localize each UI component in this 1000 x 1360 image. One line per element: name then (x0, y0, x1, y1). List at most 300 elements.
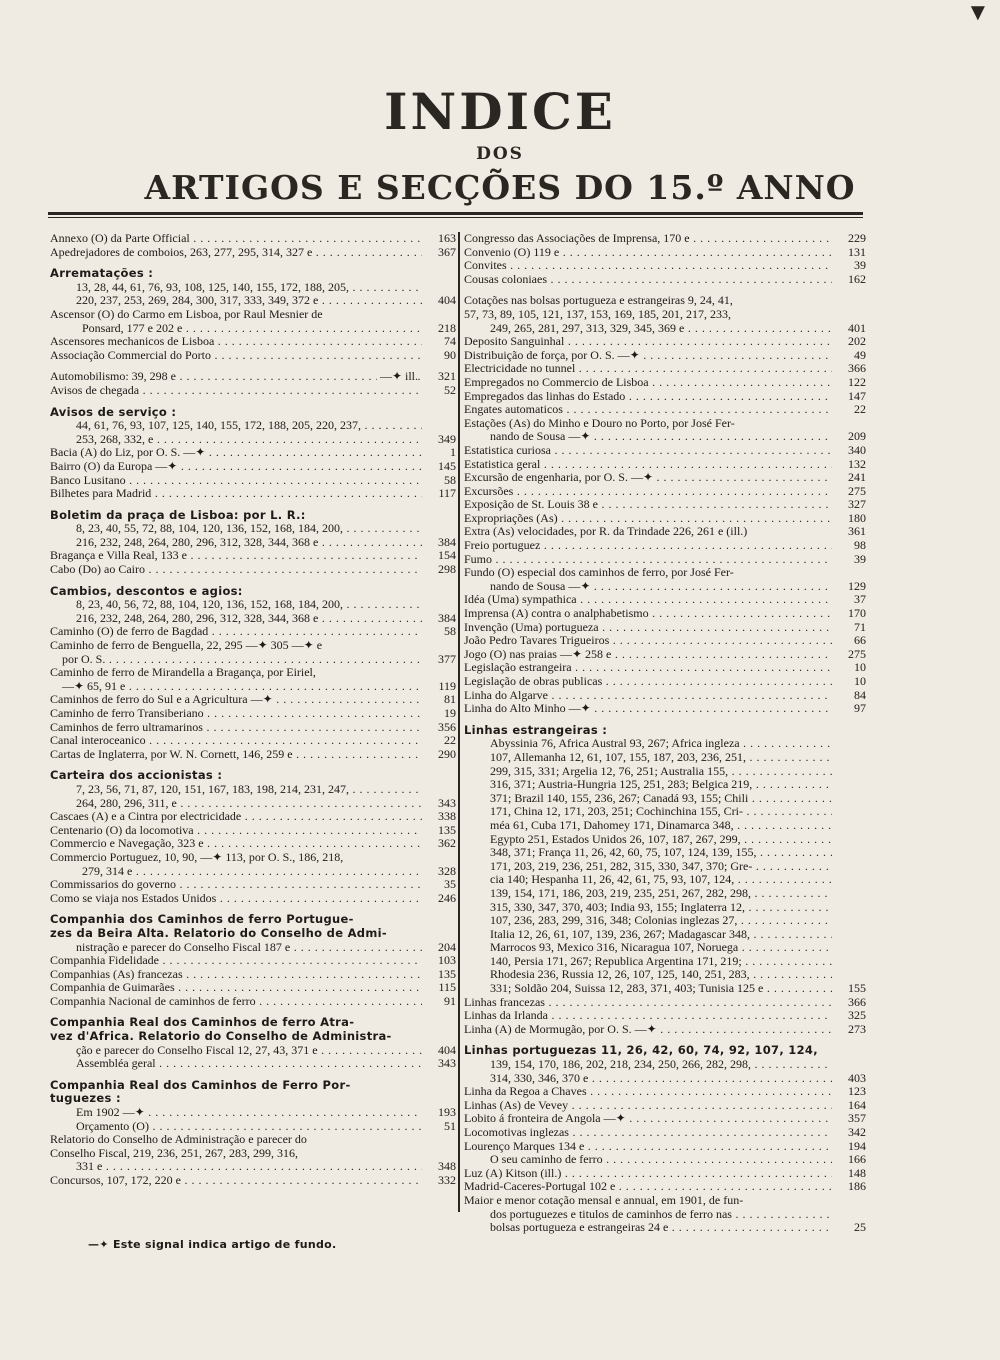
entry-text: Linhas portuguezas 11, 26, 42, 60, 74, 92, 107, 124, (464, 1044, 818, 1058)
entry-text: Cotações nas bolsas portugueza e estrangeiras 9, 24, 41, (464, 294, 733, 308)
index-entry (464, 765, 866, 779)
entry-text: vez d'Africa. Relatorio do Conselho de Administra- (50, 1030, 392, 1044)
entry-text: Engates automaticos . . . (464, 403, 832, 417)
entry-page-number: 51 (444, 1119, 456, 1133)
index-entry (464, 376, 866, 390)
index-entry (50, 1106, 456, 1120)
entry-page-number: 58 (444, 473, 456, 487)
entry-text: Caminhos de ferro ultramarinos . . . (50, 721, 422, 735)
entry-text: Extra (As) velocidades, por R. da Trindade 226, 261 e (ill.) (464, 525, 748, 539)
index-entry (50, 487, 456, 501)
entry-text: Invenção (Uma) portugueza . . . (464, 621, 832, 635)
entry-page-number: 122 (848, 375, 866, 389)
index-entry (464, 362, 866, 376)
entry-text: 107, Allemanha 12, 61, 107, 155, 187, 203, 236, 251, . . . (464, 751, 832, 765)
entry-text: Lobito á fronteira de Angola —✦ . . . (464, 1112, 832, 1126)
index-entry (50, 522, 456, 536)
index-entry (50, 1147, 456, 1161)
entry-text: Ponsard, 177 e 202 e . . . (50, 322, 422, 336)
entry-page-number: 170 (848, 607, 866, 621)
entry-page-number: 135 (438, 967, 456, 981)
entry-text: Assembléa geral . . . (50, 1057, 422, 1071)
entry-page-number: 229 (848, 232, 866, 245)
entry-text: Caminho (O) de ferro de Bagdad . . . (50, 625, 422, 639)
entry-page-number: 131 (848, 245, 866, 259)
entry-text: Estações (As) do Minho e Douro no Porto, por José Fer- (464, 416, 735, 430)
index-entry (464, 1009, 866, 1023)
entry-text: 299, 315, 331; Argelia 12, 76, 251; Australia 155, . . . (464, 765, 832, 779)
entry-page-number: 403 (848, 1071, 866, 1085)
entry-text: Companhia Nacional de caminhos de ferro . . . (50, 995, 422, 1009)
entry-text: 216, 232, 248, 264, 280, 296, 312, 328, 344, 368 e . . . (50, 612, 422, 626)
index-entry (50, 370, 456, 384)
index-entry (464, 444, 866, 458)
entry-text: Legislação estrangeira . . . (464, 661, 832, 675)
index-entry (464, 1044, 866, 1058)
entry-text: 220, 237, 253, 269, 284, 300, 317, 333, 349, 372 e . . . (50, 294, 422, 308)
entry-text: Linha da Regoa a Chaves . . . (464, 1085, 832, 1099)
index-entry (50, 1057, 456, 1071)
entry-page-number: 155 (848, 982, 866, 996)
entry-page-number: 384 (438, 535, 456, 549)
index-entry (50, 1079, 456, 1093)
entry-text: Congresso das Associações de Imprensa, 170 e . . . (464, 232, 832, 246)
index-entry (50, 824, 456, 838)
entry-text: Caminho de ferro Transiberiano . . . (50, 707, 422, 721)
index-entry (50, 981, 456, 995)
index-column-left (50, 232, 456, 1188)
entry-text: Linha do Algarve . . . (464, 689, 832, 703)
entry-text: 264, 280, 296, 311, e . . . (50, 797, 422, 811)
entry-text: Boletim da praça de Lisboa: por L. R.: (50, 508, 306, 522)
entry-page-number: 164 (848, 1098, 866, 1112)
entry-text: Companhia Fidelidade . . . (50, 954, 422, 968)
entry-page-number: 366 (848, 995, 866, 1009)
entry-text: tuguezes : (50, 1092, 121, 1106)
entry-text: Jogo (O) nas praias —✦ 258 e . . . (464, 648, 832, 662)
entry-gap (50, 398, 456, 406)
entry-text: Ascensor (O) do Carmo em Lisboa, por Raul Mesnier de (50, 307, 323, 321)
entry-text: Estatistica curiosa . . . (464, 444, 832, 458)
entry-text: Italia 12, 26, 61, 107, 139, 236, 267; Madagascar 348, . . . (464, 928, 832, 942)
entry-page-number: 327 (848, 498, 866, 512)
entry-text: Arrematações : (50, 267, 154, 281)
entry-text: Orçamento (O) . . . (50, 1120, 422, 1134)
entry-text: Luz (A) Kitson (ill.) . . . (464, 1167, 832, 1181)
index-entry (464, 792, 866, 806)
entry-text: Centenario (O) da locomotiva . . . (50, 824, 422, 838)
entry-text: 171, 203, 219, 236, 251, 282, 315, 330, 347, 370; Gre- . . . (464, 860, 832, 874)
entry-page-number: 97 (854, 702, 866, 716)
entry-page-number: 71 (854, 620, 866, 634)
index-entry (464, 819, 866, 833)
entry-page-number: 328 (438, 864, 456, 878)
index-entry (50, 797, 456, 811)
index-entry (50, 474, 456, 488)
index-entry (50, 460, 456, 474)
entry-text: Avisos de chegada . . . (50, 384, 422, 398)
entry-text: Electricidade no tunnel . . . (464, 362, 832, 376)
index-entry (464, 846, 866, 860)
index-entry (464, 485, 866, 499)
entry-page-number: 404 (438, 1043, 456, 1057)
index-entry (464, 648, 866, 662)
index-entry (464, 675, 866, 689)
index-entry (464, 737, 866, 751)
index-entry (464, 349, 866, 363)
entry-page-number: 148 (848, 1166, 866, 1180)
entry-page-number: 361 (848, 525, 866, 539)
index-entry (50, 1030, 456, 1044)
index-entry (50, 1133, 456, 1147)
index-entry (464, 689, 866, 703)
entry-page-number: 275 (848, 484, 866, 498)
index-entry (50, 349, 456, 363)
index-entry (464, 901, 866, 915)
entry-page-number: 186 (848, 1180, 866, 1194)
entry-text: Carteira dos accionistas : (50, 769, 223, 783)
index-entry (464, 1085, 866, 1099)
entry-text: 140, Persia 171, 267; Republica Argentina 171, 219; . . . (464, 955, 832, 969)
entry-page-number: 39 (854, 552, 866, 566)
index-entry (464, 593, 866, 607)
entry-text: Imprensa (A) contra o analphabetismo . . . (464, 607, 832, 621)
entry-page-number: 246 (438, 891, 456, 905)
index-entry (50, 563, 456, 577)
index-entry (464, 417, 866, 431)
entry-page-number: 90 (444, 348, 456, 362)
entry-gap (464, 286, 866, 294)
index-entry (464, 246, 866, 260)
entry-text: Companhia Real dos Caminhos de ferro Atra- (50, 1016, 355, 1030)
entry-text: Apedrejadores de comboios, 263, 277, 295, 314, 327 e . . . (50, 246, 422, 260)
entry-text: Banco Lusitano . . . (50, 474, 422, 488)
index-entry (50, 769, 456, 783)
entry-page-number: 22 (444, 734, 456, 748)
entry-page-number: 37 (854, 593, 866, 607)
index-entry (50, 680, 456, 694)
entry-page-number: 357 (848, 1112, 866, 1126)
entry-page-number: 49 (854, 348, 866, 362)
entry-page-number: 35 (444, 878, 456, 892)
index-entry (464, 259, 866, 273)
entry-page-number: 193 (438, 1106, 456, 1120)
entry-text: Lourenço Marques 134 e . . . (464, 1140, 832, 1154)
entry-page-number: 241 (848, 471, 866, 485)
entry-page-number: 401 (848, 321, 866, 335)
index-entry (50, 1044, 456, 1058)
index-entry (50, 707, 456, 721)
entry-page-number: 366 (848, 362, 866, 376)
entry-page-number: 362 (438, 837, 456, 851)
entry-text: —✦ 65, 91 e . . . (50, 680, 422, 694)
entry-page-number: 343 (438, 1057, 456, 1071)
index-entry (50, 892, 456, 906)
index-entry (464, 335, 866, 349)
entry-text: nistração e parecer do Conselho Fiscal 187 e . . . (50, 941, 422, 955)
index-entry (464, 430, 866, 444)
entry-text: nando de Sousa —✦ . . . (464, 430, 832, 444)
entry-page-number: 132 (848, 457, 866, 471)
index-entry (50, 308, 456, 322)
entry-page-number: 39 (854, 259, 866, 273)
column-divider (458, 232, 460, 1212)
entry-text: Bragança e Villa Real, 133 e . . . (50, 549, 422, 563)
entry-text: Excursões . . . (464, 485, 832, 499)
entry-page-number: 129 (848, 579, 866, 593)
entry-text: Linha do Alto Minho —✦ . . . (464, 702, 832, 716)
index-entry (464, 294, 866, 308)
entry-text: Distribuição de força, por O. S. —✦ . . . (464, 349, 832, 363)
entry-page-number: 338 (438, 810, 456, 824)
index-entry (464, 390, 866, 404)
entry-page-number: 367 (438, 245, 456, 259)
index-entry (464, 1023, 866, 1037)
entry-text: ção e parecer do Conselho Fiscal 12, 27, 43, 371 e . . . (50, 1044, 422, 1058)
index-entry (50, 721, 456, 735)
entry-page-number: 340 (848, 443, 866, 457)
index-entry (464, 661, 866, 675)
entry-text: Empregados das linhas do Estado . . . (464, 390, 832, 404)
index-entry (464, 621, 866, 635)
entry-page-number: 147 (848, 389, 866, 403)
entry-text: 139, 154, 171, 186, 203, 219, 235, 251, 267, 282, 298, . . . (464, 887, 832, 901)
title-connector: DOS (476, 144, 524, 164)
entry-page-number: 349 (438, 432, 456, 446)
entry-text: 107, 236, 283, 299, 316, 348; Colonias inglezas 27, . . . (464, 914, 832, 928)
entry-text: 331 e . . . (50, 1160, 422, 1174)
entry-text: Linhas estrangeiras : (464, 723, 608, 737)
entry-text: Bacia (A) do Liz, por O. S. —✦ . . . (50, 446, 422, 460)
entry-page-number: 384 (438, 611, 456, 625)
index-entry (464, 1180, 866, 1194)
entry-text: Como se viaja nos Estados Unidos . . . (50, 892, 422, 906)
index-entry (464, 525, 866, 539)
index-entry (50, 598, 456, 612)
index-entry (464, 1208, 866, 1222)
entry-gap (50, 1008, 456, 1016)
entry-text: 315, 330, 347, 370, 403; India 93, 155; Inglaterra 12, . . . (464, 901, 832, 915)
entry-gap (50, 259, 456, 267)
entry-text: Associação Commercial do Porto . . . (50, 349, 422, 363)
index-entry (464, 512, 866, 526)
entry-text: Fumo . . . (464, 553, 832, 567)
entry-text: 7, 23, 56, 71, 87, 120, 151, 167, 183, 198, 214, 231, 247, . . . (50, 783, 422, 797)
entry-text: Linhas francezas . . . (464, 996, 832, 1010)
entry-text: João Pedro Tavares Trigueiros . . . (464, 634, 832, 648)
index-entry (50, 968, 456, 982)
entry-page-number: 84 (854, 688, 866, 702)
entry-text: Rhodesia 236, Russia 12, 26, 107, 125, 140, 251, 283, . . . (464, 968, 832, 982)
entry-page-number: 377 (438, 652, 456, 666)
entry-text: Caminho de ferro de Mirandella a Bragança, por Eiriel, (50, 666, 316, 680)
entry-text: Convites . . . (464, 259, 832, 273)
index-entry (50, 865, 456, 879)
page-title: INDICE (384, 82, 616, 141)
entry-text: 279, 314 e . . . (50, 865, 422, 879)
index-entry (50, 612, 456, 626)
entry-gap (464, 1036, 866, 1044)
entry-page-number: 166 (848, 1153, 866, 1167)
index-entry (464, 1153, 866, 1167)
index-entry (464, 702, 866, 716)
index-entry (464, 471, 866, 485)
index-entry (50, 322, 456, 336)
entry-text: Idéa (Uma) sympathica . . . (464, 593, 832, 607)
index-entry (464, 1194, 866, 1208)
index-entry (464, 403, 866, 417)
entry-page-number: 22 (854, 403, 866, 417)
index-entry (464, 1126, 866, 1140)
entry-text: Marrocos 93, Mexico 316, Nicaragua 107, Noruega . . . (464, 941, 832, 955)
index-entry (50, 281, 456, 295)
entry-text: Excursão de engenharia, por O. S. —✦ . . . (464, 471, 832, 485)
entry-page-number: 218 (438, 321, 456, 335)
entry-text: 331; Soldão 204, Suissa 12, 283, 371, 403; Tunisia 125 e . . . (464, 982, 832, 996)
title-rule-thin (48, 217, 863, 218)
index-entry (464, 580, 866, 594)
index-entry (50, 446, 456, 460)
entry-text: dos portuguezes e titulos de caminhos de ferro nas . . . (464, 1208, 832, 1222)
index-entry (50, 748, 456, 762)
entry-text: Cartas de Inglaterra, por W. N. Cornett, 146, 259 e . . . (50, 748, 422, 762)
index-entry (464, 928, 866, 942)
index-entry (464, 539, 866, 553)
entry-page-number: 145 (438, 459, 456, 473)
title-rule-thick (48, 212, 863, 215)
entry-page-number: 25 (854, 1221, 866, 1235)
index-entry (50, 927, 456, 941)
entry-text: Linhas (As) de Vevey . . . (464, 1099, 832, 1113)
entry-page-number: 19 (444, 707, 456, 720)
entry-page-number: 275 (848, 647, 866, 661)
entry-page-number: 404 (438, 294, 456, 308)
index-entry (50, 536, 456, 550)
entry-page-number: 81 (444, 693, 456, 707)
index-entry (50, 294, 456, 308)
index-entry (464, 322, 866, 336)
index-entry (464, 1099, 866, 1113)
entry-text: Expropriações (As) . . . (464, 512, 832, 526)
index-entry (464, 553, 866, 567)
entry-text: 371; Brazil 140, 155, 236, 267; Canadá 93, 155; Chili . . . (464, 792, 832, 806)
index-entry (50, 653, 456, 667)
index-entry (464, 751, 866, 765)
index-entry (50, 433, 456, 447)
entry-page-number: 356 (438, 720, 456, 734)
entry-page-number: 10 (854, 661, 866, 675)
entry-text: Egypto 251, Estados Unidos 26, 107, 187, 267, 299, . . . (464, 833, 832, 847)
entry-page-number: 204 (438, 940, 456, 954)
entry-text: O seu caminho de ferro . . . (464, 1153, 832, 1167)
index-column-right (464, 232, 866, 1235)
index-entry (464, 887, 866, 901)
index-entry (464, 941, 866, 955)
entry-text: 253, 268, 332, e . . . (50, 433, 422, 447)
entry-text: 139, 154, 170, 186, 202, 218, 234, 250, 266, 282, 298, . . . (464, 1058, 832, 1072)
index-entry (50, 913, 456, 927)
entry-page-number: 123 (848, 1085, 866, 1099)
entry-text: 8, 23, 40, 55, 72, 88, 104, 120, 136, 152, 168, 184, 200, . . . (50, 522, 422, 536)
entry-text: 171, China 12, 171, 203, 251; Cochinchina 155, Cri- . . . (464, 805, 832, 819)
entry-text: nando de Sousa —✦ . . . (464, 580, 832, 594)
index-entry (50, 783, 456, 797)
entry-page-number: 298 (438, 563, 456, 577)
index-entry (464, 778, 866, 792)
entry-text: Exposição de St. Louis 38 e . . . (464, 498, 832, 512)
entry-text: Caminho de ferro de Benguella, 22, 295 —✦ 305 —✦ e (50, 639, 323, 653)
index-entry (50, 384, 456, 398)
entry-text: Caminhos de ferro do Sul e a Agricultura —✦ . . . (50, 693, 422, 707)
index-entry (50, 406, 456, 420)
entry-text: Canal interoceanico . . . (50, 734, 422, 748)
entry-page-number: 103 (438, 954, 456, 968)
entry-page-number: 194 (848, 1139, 866, 1153)
entry-text: Bilhetes para Madrid . . . (50, 487, 422, 501)
entry-text: Cousas coloniaes . . . (464, 273, 832, 287)
entry-text: Conselho Fiscal, 219, 236, 251, 267, 283, 299, 316, (50, 1146, 298, 1160)
entry-page-number: 321 (438, 370, 456, 384)
entry-gap (50, 1071, 456, 1079)
index-entry (50, 851, 456, 865)
index-entry (50, 995, 456, 1009)
index-entry (50, 232, 456, 246)
index-entry (464, 458, 866, 472)
index-entry (50, 1016, 456, 1030)
entry-page-number: 202 (848, 335, 866, 349)
entry-page-number: 348 (438, 1160, 456, 1174)
index-entry (50, 419, 456, 433)
index-entry (464, 1221, 866, 1235)
entry-text: Linhas da Irlanda . . . (464, 1009, 832, 1023)
entry-gap (50, 905, 456, 913)
index-entry (464, 1072, 866, 1086)
entry-page-number: 290 (438, 747, 456, 761)
entry-page-number: 163 (438, 232, 456, 245)
index-entry (50, 585, 456, 599)
index-entry (50, 549, 456, 563)
index-entry (464, 498, 866, 512)
entry-text: Commercio e Navegação, 323 e . . . (50, 837, 422, 851)
entry-page-number: 98 (854, 539, 866, 553)
entry-text: Commissarios do governo . . . (50, 878, 422, 892)
entry-page-number: 209 (848, 430, 866, 444)
entry-text: 8, 23, 40, 56, 72, 88, 104, 120, 136, 152, 168, 184, 200, . . . (50, 598, 422, 612)
index-entry (464, 805, 866, 819)
index-entry (464, 724, 866, 738)
index-entry (464, 1058, 866, 1072)
index-entry (50, 1174, 456, 1188)
entry-page-number: 10 (854, 675, 866, 688)
entry-text: Cambios, descontos e agios: (50, 584, 243, 598)
index-entry (50, 509, 456, 523)
entry-page-number: 91 (444, 994, 456, 1008)
entry-page-number: 74 (444, 335, 456, 349)
entry-text: Companhias (As) francezas . . . (50, 968, 422, 982)
entry-text: Bairro (O) da Europa —✦ . . . (50, 460, 422, 474)
entry-text: Commercio Portuguez, 10, 90, —✦ 113, por O. S., 186, 218, (50, 850, 344, 864)
entry-text: bolsas portugueza e estrangeiras 24 e . . . (464, 1221, 832, 1235)
entry-page-number: 1 (450, 446, 456, 460)
entry-text: Madrid-Caceres-Portugal 102 e . . . (464, 1180, 832, 1194)
footnote: —✦ Este signal indica artigo de fundo. (88, 1238, 337, 1251)
index-entry (50, 1160, 456, 1174)
entry-page-number: 119 (438, 679, 456, 693)
entry-text: por O. S. . . . (50, 653, 422, 667)
entry-text: cia 140; Hespanha 11, 26, 42, 61, 75, 93, 107, 124, . . . (464, 873, 832, 887)
entry-text: 314, 330, 346, 370 e . . . (464, 1072, 832, 1086)
index-entry (464, 996, 866, 1010)
